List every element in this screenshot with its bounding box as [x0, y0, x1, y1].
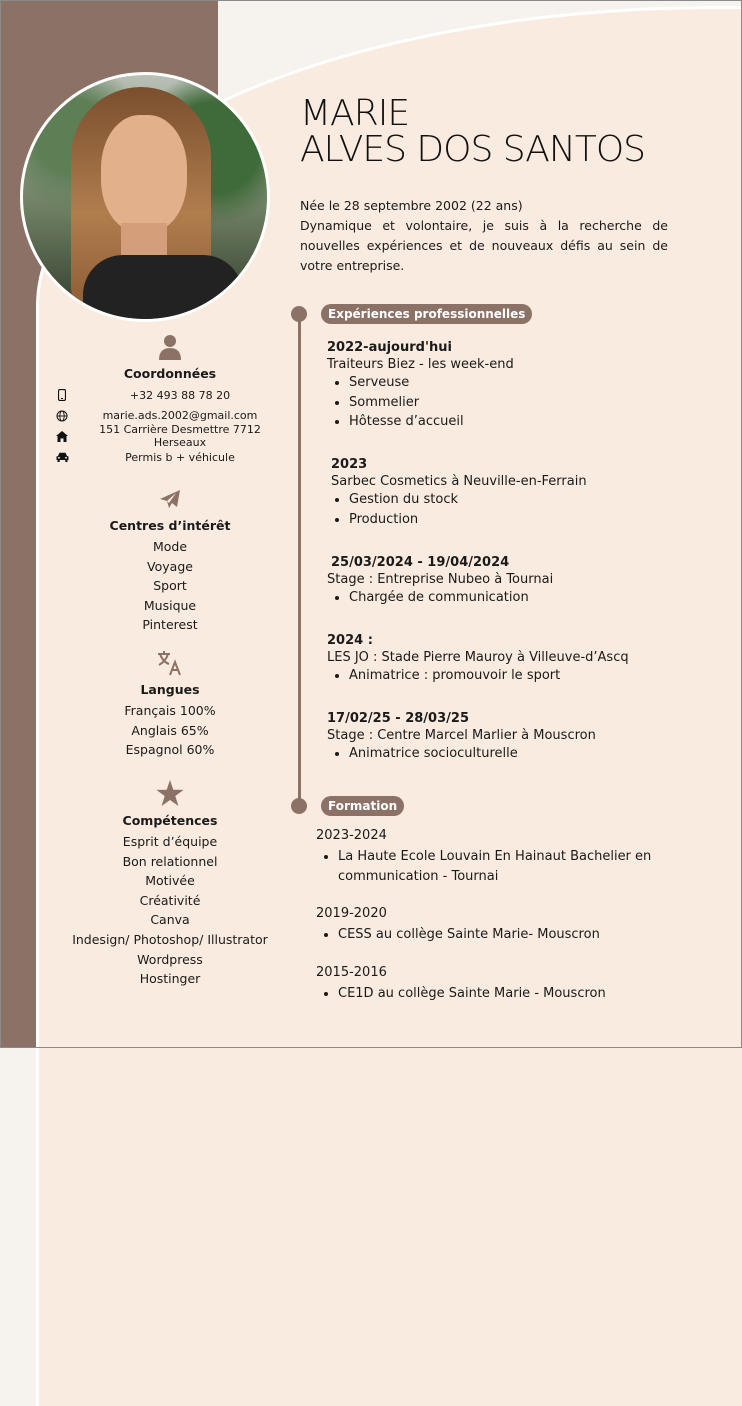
address: 151 Carrière Desmettre 7712 Herseaux [99, 423, 261, 450]
education-list [316, 984, 716, 1004]
education-entry [316, 828, 716, 887]
car-icon [56, 452, 69, 462]
list-item: Sport [153, 578, 187, 594]
email-address[interactable]: marie.ads.2002@gmail.com [102, 409, 258, 423]
task-list [331, 490, 731, 529]
phone-number[interactable]: +32 493 88 78 20 [129, 388, 231, 402]
list-item: Esprit d’équipe [122, 834, 218, 849]
list-item: Voyage [147, 558, 193, 574]
list-item: Motivée [145, 873, 195, 889]
languages-list [52, 701, 288, 760]
experience-role: Sarbec Cosmetics à Neuville-en-Ferrain [331, 474, 587, 489]
education-years: 2015-2016 [316, 965, 387, 980]
timeline-line [298, 314, 301, 806]
experience-date: 2024 : [327, 633, 373, 648]
contact-phone [52, 385, 288, 406]
education-years: 2019-2020 [316, 906, 387, 921]
languages-section [52, 650, 288, 760]
phone-icon [58, 389, 66, 401]
experience-role: Traiteurs Biez - les week-end [327, 357, 514, 372]
list-item: Musique [143, 597, 197, 613]
skills-section [52, 780, 288, 989]
list-item: • Hôtesse d’accueil [349, 412, 727, 432]
education-entry [316, 965, 716, 1004]
experience-date: 2023 [331, 457, 368, 472]
experience-entry [327, 555, 731, 608]
list-item: • CESS au collège Sainte Marie- Mouscron [338, 925, 716, 945]
globe-icon [56, 410, 68, 422]
page-title [300, 93, 646, 170]
list-item: • Sommelier [349, 393, 727, 413]
task-list [327, 744, 727, 764]
list-item: Français 100% [124, 703, 216, 718]
experience-role: Stage : Entreprise Nubeo à Tournai [327, 572, 554, 587]
list-item: • Gestion du stock [349, 490, 731, 510]
driving-license: Permis b + véhicule [125, 450, 235, 464]
skills-title: Compétences [122, 813, 218, 828]
translate-icon [157, 650, 183, 676]
education-list [316, 925, 716, 945]
timeline-dot [291, 798, 307, 814]
list-item: • Serveuse [349, 373, 727, 393]
list-item: Espagnol 60% [125, 742, 215, 758]
education-entry [316, 906, 716, 945]
experience-date: 17/02/25 - 28/03/25 [327, 711, 469, 726]
experience-entry [327, 711, 727, 764]
experience-entry [327, 633, 727, 686]
contact-title: Coordonnées [123, 366, 217, 381]
list-item: Créativité [139, 892, 201, 908]
task-list [327, 666, 727, 686]
list-item: Hostinger [139, 971, 201, 987]
education-list [316, 847, 658, 887]
experience-role: LES JO : Stade Pierre Mauroy à Villeuve-d’Ascq [327, 650, 629, 665]
contact-section [52, 334, 288, 467]
experience-entry [327, 340, 727, 432]
experience-heading: Expériences professionnelles [321, 304, 532, 324]
first-name: MARIE [300, 93, 410, 134]
list-item: Canva [150, 912, 190, 928]
profile-photo [20, 72, 270, 322]
list-item: • La Haute Ecole Louvain En Hainaut Bachelier en communication - Tournai [338, 847, 658, 887]
list-item: Pinterest [142, 617, 198, 633]
experience-entry [331, 457, 731, 529]
list-item: • CE1D au collège Sainte Marie - Mouscron [338, 984, 716, 1004]
interests-section [52, 488, 288, 635]
contact-address [52, 423, 288, 450]
experience-date: 2022-aujourd'hui [327, 340, 452, 355]
person-icon [159, 334, 181, 360]
list-item: Wordpress [137, 951, 203, 967]
interests-title: Centres d’intérêt [109, 518, 231, 533]
list-item: Anglais 65% [131, 722, 209, 738]
skills-list [52, 832, 288, 989]
summary: Dynamique et volontaire, je suis à la recherche de nouvelles expériences et de nouveaux défis au sein de votre entreprise. [300, 218, 668, 273]
education-years: 2023-2024 [316, 828, 387, 843]
contact-license [52, 447, 288, 468]
interests-list [52, 537, 288, 635]
intro-text [300, 196, 668, 276]
home-icon [56, 431, 68, 442]
languages-title: Langues [140, 682, 200, 697]
education-heading: Formation [321, 796, 404, 816]
list-item: Indesign/ Photoshop/ Illustrator [72, 931, 268, 947]
birth-date: Née le 28 septembre 2002 (22 ans) [300, 198, 523, 213]
task-list [327, 373, 727, 432]
list-item: • Animatrice : promouvoir le sport [349, 666, 727, 686]
list-item: • Animatrice socioculturelle [349, 744, 727, 764]
experience-date: 25/03/2024 - 19/04/2024 [331, 555, 510, 570]
last-name: ALVES DOS SANTOS [300, 129, 646, 170]
list-item: • Production [349, 510, 731, 530]
task-list [331, 588, 731, 608]
list-item: Bon relationnel [122, 853, 218, 869]
airplane-icon [158, 488, 182, 512]
list-item: • Chargée de communication [349, 588, 731, 608]
experience-role: Stage : Centre Marcel Marlier à Mouscron [327, 728, 596, 743]
list-item: Mode [152, 539, 188, 554]
timeline-dot [291, 306, 307, 322]
star-icon [156, 780, 184, 807]
